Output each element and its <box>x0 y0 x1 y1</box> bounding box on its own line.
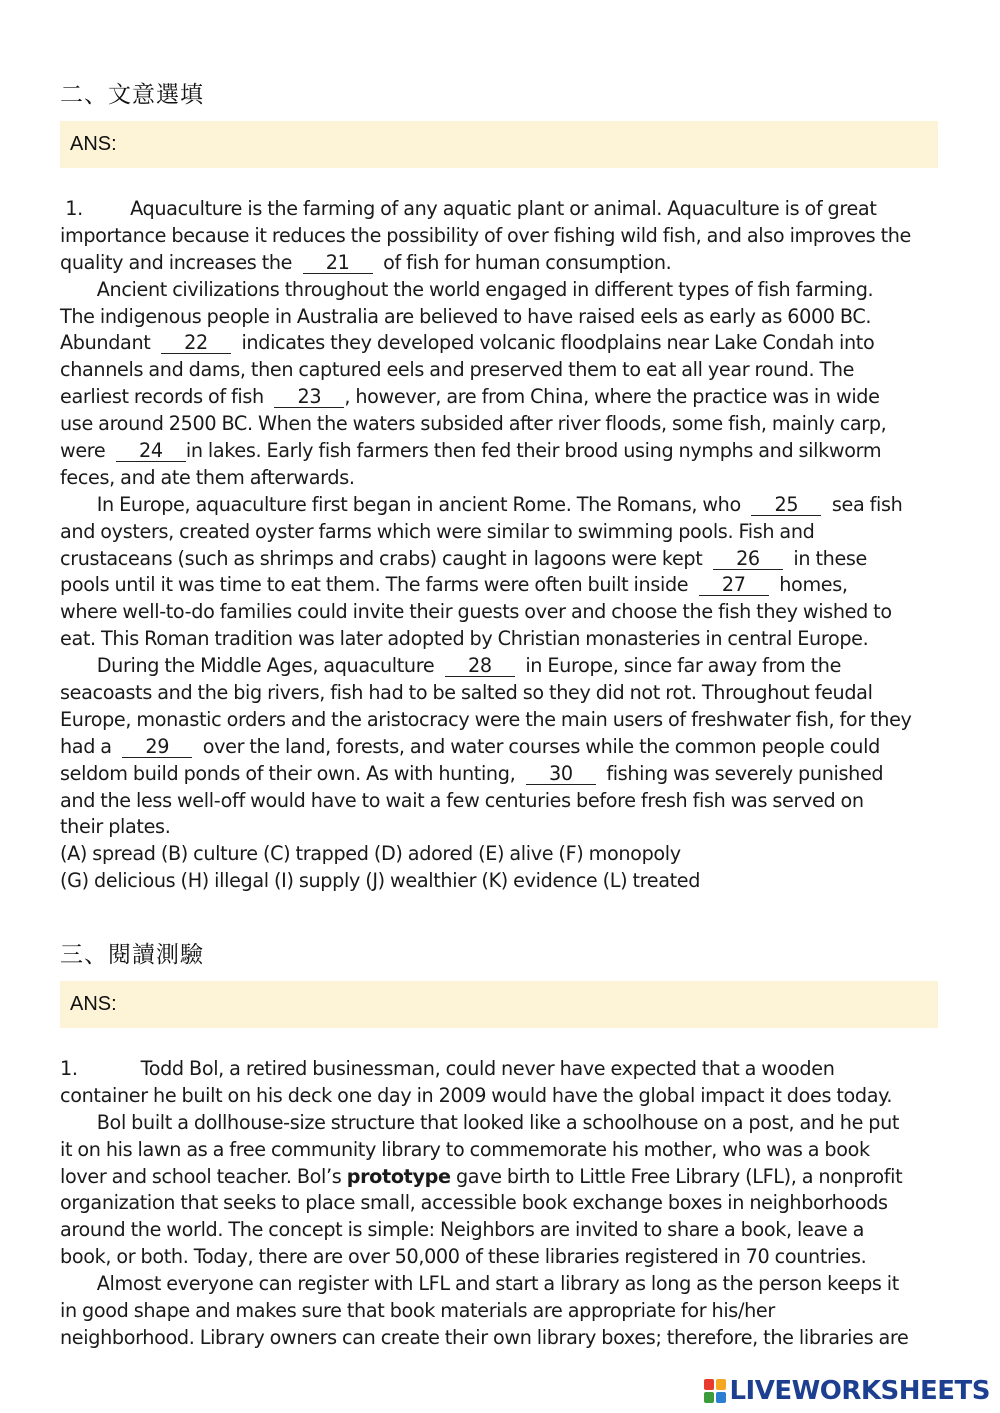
passage-line <box>60 1217 950 1244</box>
answer-blank[interactable]: 21 <box>303 253 373 274</box>
passage-text: Abundant <box>60 331 161 355</box>
passage-text: indicates they developed volcanic floodplains near Lake Condah into <box>230 331 875 355</box>
passage-text: eat. This Roman tradition was later adopted by Christian monasteries in central Europe. <box>60 627 869 651</box>
passage-line <box>60 572 950 599</box>
passage-text: earliest records of fish <box>60 385 275 409</box>
passage-text: in lakes. Early fish farmers then fed their brood using nymphs and silkworm <box>185 439 882 463</box>
passage-text: Bol built a dollhouse-size structure that looked like a schoolhouse on a post, and he put <box>60 1110 900 1134</box>
passage-text: in good shape and makes sure that book materials are appropriate for his/her <box>60 1299 775 1323</box>
passage-line <box>60 492 950 519</box>
passage-text: neighborhood. Library owners can create their own library boxes; therefore, the libraries are <box>60 1325 909 1349</box>
section-2-answer-label: ANS: <box>70 133 117 155</box>
passage-line <box>60 196 950 223</box>
passage-line <box>60 626 950 653</box>
passage-text: homes, <box>768 573 848 597</box>
passage-text: and the less well-off would have to wait a few centuries before fresh fish was served on <box>60 788 864 812</box>
section-2-answer-box[interactable] <box>60 121 938 168</box>
passage-line <box>60 599 950 626</box>
passage-text: 1. Aquaculture is the farming of any aquatic plant or animal. Aquaculture is of great <box>60 197 877 220</box>
passage-line <box>60 546 950 573</box>
passage-text: and oysters, created oyster farms which were similar to swimming pools. Fish and <box>60 519 815 543</box>
passage-line <box>60 707 950 734</box>
answer-blank[interactable]: 23 <box>274 387 344 408</box>
passage-text: sea fish <box>821 492 903 516</box>
passage-line <box>60 868 950 895</box>
passage-line <box>60 250 950 277</box>
answer-blank[interactable]: 26 <box>713 549 783 570</box>
passage-text: gave birth to Little Free Library (LFL), a nonprofit <box>450 1164 903 1188</box>
passage-line <box>60 357 950 384</box>
passage-text: use around 2500 BC. When the waters subsided after river floods, some fish, mainly carp, <box>60 412 887 436</box>
passage-text: of fish for human consumption. <box>372 250 672 274</box>
passage-line <box>60 465 950 492</box>
passage-line <box>60 1083 950 1110</box>
passage-line <box>60 1271 950 1298</box>
passage-text: importance because it reduces the possibility of over fishing wild fish, and also improves the <box>60 223 912 247</box>
passage-text: their plates. <box>60 815 171 839</box>
passage-line <box>60 1056 950 1083</box>
passage-line <box>60 1110 950 1137</box>
answer-blank[interactable]: 27 <box>699 575 769 596</box>
passage-line <box>60 1325 950 1352</box>
section-3-title: 三、閱讀測驗 <box>60 942 204 968</box>
passage-line <box>60 304 950 331</box>
aquaculture-passage <box>60 196 950 895</box>
passage-text: quality and increases the <box>60 250 303 274</box>
answer-blank[interactable]: 28 <box>445 656 515 677</box>
passage-line <box>60 788 950 815</box>
passage-line <box>60 223 950 250</box>
passage-line <box>60 1137 950 1164</box>
answer-blank[interactable]: 29 <box>122 737 192 758</box>
passage-line <box>60 841 950 868</box>
passage-text: channels and dams, then captured eels and preserved them to eat all year round. The <box>60 358 855 382</box>
section-3-answer-label: ANS: <box>70 993 117 1015</box>
answer-blank[interactable]: 30 <box>526 764 596 785</box>
highlighted-word: prototype <box>346 1164 451 1188</box>
passage-line <box>60 680 950 707</box>
passage-line <box>60 438 950 465</box>
passage-text: book, or both. Today, there are over 50,000 of these libraries registered in 70 countries. <box>60 1245 867 1269</box>
passage-text: container he built on his deck one day in 2009 would have the global impact it does today. <box>60 1083 893 1107</box>
passage-text: crustaceans (such as shrimps and crabs) caught in lagoons were kept <box>60 546 713 570</box>
passage-line <box>60 330 950 357</box>
answer-blank[interactable]: 24 <box>116 441 186 462</box>
passage-text: Almost everyone can register with LFL and start a library as long as the person keeps it <box>60 1272 899 1296</box>
passage-line <box>60 814 950 841</box>
section-2-title: 二、文意選填 <box>60 82 204 108</box>
little-free-library-passage <box>60 1056 950 1352</box>
passage-text: in these <box>782 546 868 570</box>
passage-line <box>60 411 950 438</box>
liveworksheets-logo-icon <box>704 1379 726 1403</box>
passage-line <box>60 1298 950 1325</box>
passage-text: , however, are from China, where the practice was in wide <box>344 385 880 409</box>
passage-text: it on his lawn as a free community library to commemorate his mother, who was a book <box>60 1137 870 1161</box>
passage-line <box>60 653 950 680</box>
passage-text: The indigenous people in Australia are believed to have raised eels as early as 6000 BC. <box>60 304 872 328</box>
passage-text: had a <box>60 734 123 758</box>
passage-text: in Europe, since far away from the <box>514 654 842 678</box>
passage-text: Ancient civilizations throughout the world engaged in different types of fish farming. <box>60 277 874 301</box>
passage-text: were <box>60 439 116 463</box>
passage-text: In Europe, aquaculture first began in ancient Rome. The Romans, who <box>60 492 752 516</box>
passage-text: (A) spread (B) culture (C) trapped (D) adored (E) alive (F) monopoly <box>60 842 681 866</box>
passage-line <box>60 761 950 788</box>
section-3-answer-box[interactable] <box>60 981 938 1028</box>
passage-line <box>60 1164 950 1191</box>
passage-text: lover and school teacher. Bol’s <box>60 1164 347 1188</box>
passage-text: (G) delicious (H) illegal (I) supply (J) wealthier (K) evidence (L) treated <box>60 869 701 893</box>
passage-text: Europe, monastic orders and the aristocracy were the main users of freshwater fish, for they <box>60 707 912 731</box>
passage-line <box>60 519 950 546</box>
passage-text: During the Middle Ages, aquaculture <box>60 654 445 678</box>
liveworksheets-logo-text: LIVEWORKSHEETS <box>729 1376 990 1406</box>
answer-blank[interactable]: 25 <box>751 495 821 516</box>
liveworksheets-logo <box>704 1375 990 1407</box>
passage-text: seacoasts and the big rivers, fish had to be salted so they did not rot. Throughout feudal <box>60 681 873 705</box>
passage-text: around the world. The concept is simple: Neighbors are invited to share a book, leave a <box>60 1218 864 1242</box>
passage-text: organization that seeks to place small, accessible book exchange boxes in neighborhoods <box>60 1191 888 1215</box>
answer-blank[interactable]: 22 <box>161 333 231 354</box>
passage-line <box>60 384 950 411</box>
passage-text: pools until it was time to eat them. The farms were often built inside <box>60 573 699 597</box>
passage-line <box>60 734 950 761</box>
passage-line <box>60 1190 950 1217</box>
passage-line <box>60 1244 950 1271</box>
passage-text: 1. Todd Bol, a retired businessman, could never have expected that a wooden <box>60 1057 835 1080</box>
passage-text: seldom build ponds of their own. As with hunting, <box>60 761 526 785</box>
passage-text: over the land, forests, and water courses while the common people could <box>192 734 880 758</box>
passage-line <box>60 277 950 304</box>
passage-text: fishing was severely punished <box>595 761 884 785</box>
passage-text: where well-to-do families could invite their guests over and choose the fish they wished to <box>60 600 892 624</box>
passage-text: feces, and ate them afterwards. <box>60 465 355 489</box>
